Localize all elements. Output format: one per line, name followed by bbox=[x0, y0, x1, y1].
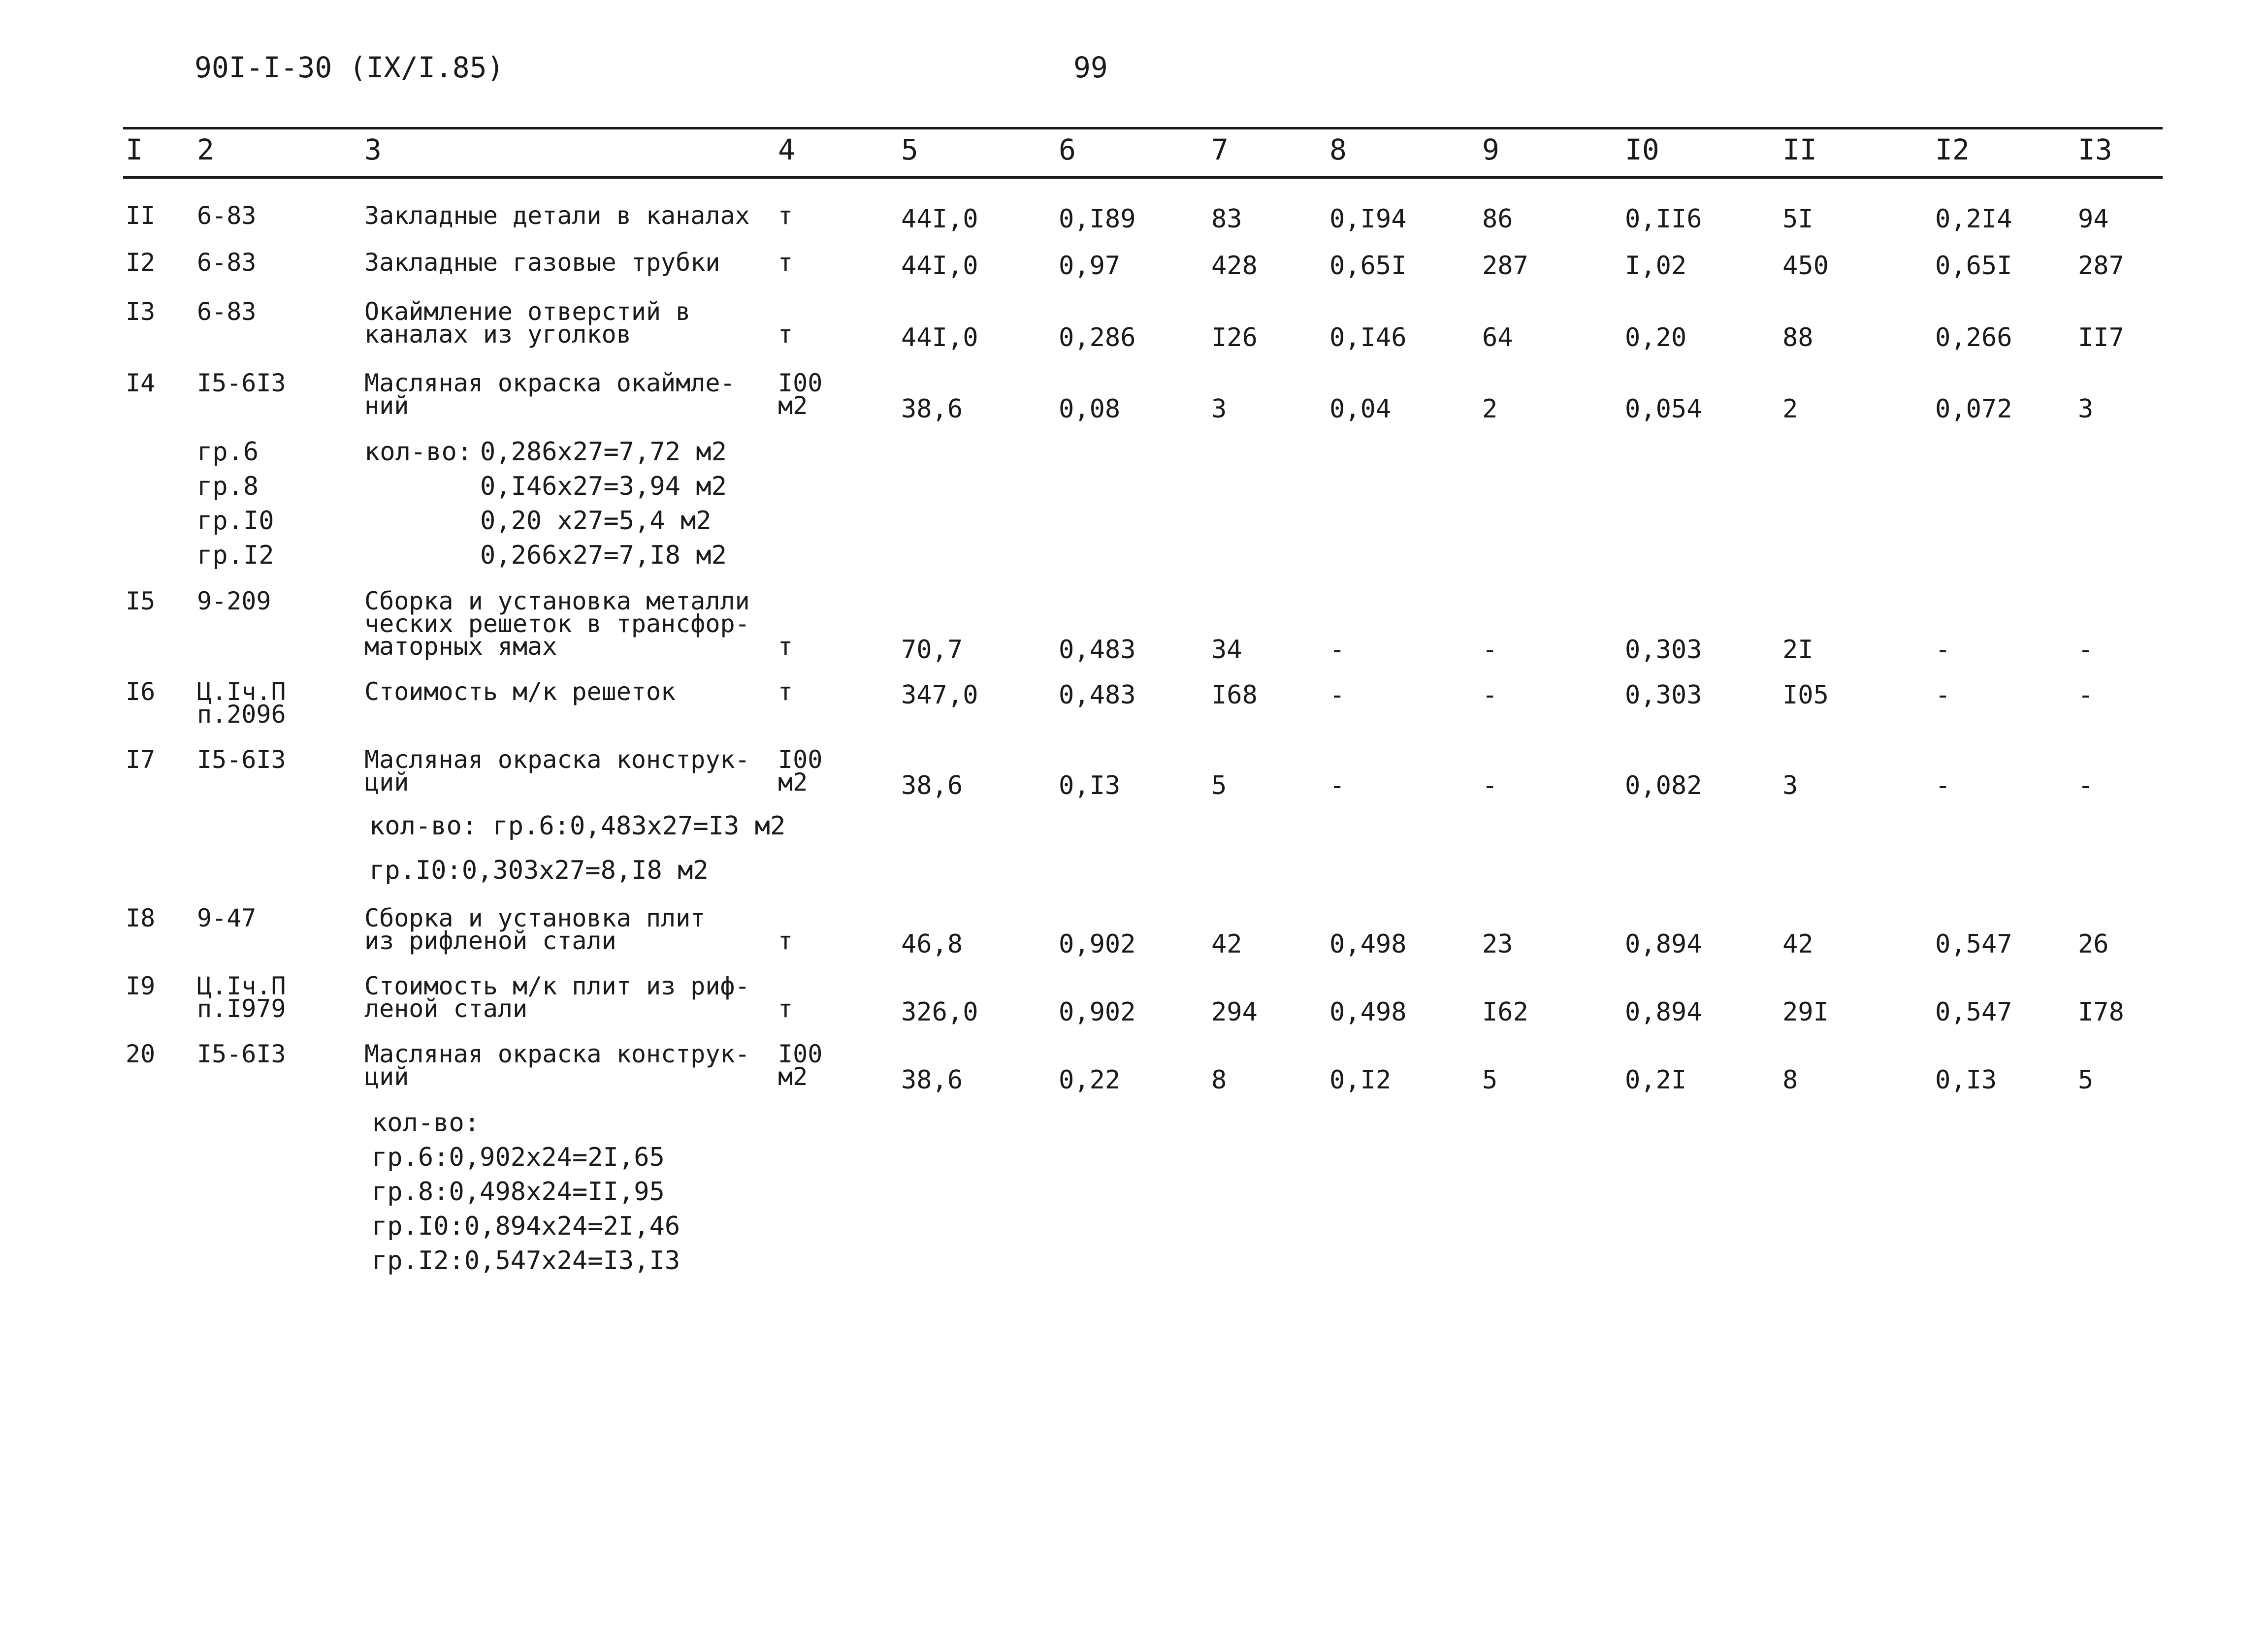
note-quantity-label: кол-во: bbox=[364, 437, 473, 467]
row-unit: т bbox=[778, 201, 793, 230]
row-code: Ц.Iч.П п.2096 bbox=[197, 677, 286, 729]
row-code: 6-83 bbox=[197, 297, 257, 326]
row-description: Масляная окраска окаймле- ний bbox=[364, 369, 735, 420]
row-value: 450 bbox=[1782, 251, 1829, 281]
row-value: 3 bbox=[1211, 394, 1227, 424]
note-group-label: гр.6 bbox=[197, 437, 259, 467]
column-header: I2 bbox=[1935, 133, 1970, 166]
row-value: 26 bbox=[2078, 929, 2109, 959]
row-value: 0,22 bbox=[1059, 1065, 1121, 1095]
row-value: 23 bbox=[1482, 929, 1513, 959]
row-value: I,02 bbox=[1625, 251, 1687, 281]
row-value: 0,498 bbox=[1329, 929, 1407, 959]
row-value: 38,6 bbox=[901, 771, 963, 800]
row-number: I6 bbox=[126, 677, 156, 706]
row-value: 0,I94 bbox=[1329, 204, 1407, 234]
row-value: 0,65I bbox=[1935, 251, 2012, 281]
row-value: 83 bbox=[1211, 204, 1242, 234]
row-value: 0,65I bbox=[1329, 251, 1407, 281]
column-header: 5 bbox=[901, 133, 918, 166]
row-value: 0,082 bbox=[1625, 771, 1702, 800]
row-unit: т bbox=[778, 248, 793, 277]
row-value: I62 bbox=[1482, 997, 1528, 1027]
row-value: 0,072 bbox=[1935, 394, 2012, 424]
row-value: 0,I3 bbox=[1059, 771, 1121, 800]
row-description: Масляная окраска конструк- ций bbox=[364, 1040, 750, 1091]
row-description: Закладные газовые трубки bbox=[364, 248, 720, 277]
row-description: Стоимость м/к решеток bbox=[364, 677, 676, 706]
row-value: 86 bbox=[1482, 204, 1513, 234]
row-number: I9 bbox=[126, 972, 156, 1000]
row-code: I5-6I3 bbox=[197, 745, 286, 774]
row-number: I4 bbox=[126, 369, 156, 397]
row-value: 0,20 bbox=[1625, 323, 1687, 352]
row-value: 428 bbox=[1211, 251, 1258, 281]
row-value: I05 bbox=[1782, 680, 1829, 710]
row-value: 42 bbox=[1782, 929, 1814, 959]
row-number: I5 bbox=[126, 587, 156, 615]
column-header: I bbox=[126, 133, 143, 166]
row-value: 0,II6 bbox=[1625, 204, 1702, 234]
row-value: 44I,0 bbox=[901, 251, 978, 281]
row-unit: т bbox=[778, 994, 793, 1023]
note-calculation: 0,20 х27=5,4 м2 bbox=[480, 506, 712, 536]
row-value: 0,97 bbox=[1059, 251, 1121, 281]
row-value: 0,902 bbox=[1059, 997, 1136, 1027]
row-value: 34 bbox=[1211, 635, 1242, 665]
row-value: - bbox=[1329, 635, 1345, 665]
row-description: Окаймление отверстий в каналах из уголков bbox=[364, 297, 691, 349]
row-number: I7 bbox=[126, 745, 156, 774]
column-header: 6 bbox=[1059, 133, 1076, 166]
row-value: I78 bbox=[2078, 997, 2124, 1027]
note-calculation: гр.8:0,498х24=II,95 bbox=[372, 1177, 665, 1207]
row-value: 0,894 bbox=[1625, 929, 1702, 959]
row-value: 294 bbox=[1211, 997, 1258, 1027]
row-number: II bbox=[126, 201, 156, 230]
row-value: - bbox=[1935, 680, 1951, 710]
row-value: 2I bbox=[1782, 635, 1814, 665]
row-number: I8 bbox=[126, 904, 156, 932]
row-value: 5 bbox=[1211, 771, 1227, 800]
row-value: - bbox=[1329, 680, 1345, 710]
note-calculation: гр.I0:0,303х27=8,I8 м2 bbox=[369, 856, 709, 885]
row-value: - bbox=[2078, 771, 2094, 800]
row-value: 0,483 bbox=[1059, 635, 1136, 665]
row-value: - bbox=[1482, 771, 1498, 800]
row-code: Ц.Iч.П п.I979 bbox=[197, 972, 286, 1023]
row-value: 70,7 bbox=[901, 635, 963, 665]
column-header: 2 bbox=[197, 133, 214, 166]
note-calculation: 0,266х27=7,I8 м2 bbox=[480, 541, 727, 570]
column-header: 4 bbox=[778, 133, 795, 166]
row-value: 94 bbox=[2078, 204, 2109, 234]
note-group-label: гр.8 bbox=[197, 472, 259, 501]
row-value: 287 bbox=[1482, 251, 1528, 281]
row-value: 0,303 bbox=[1625, 680, 1702, 710]
row-number: I3 bbox=[126, 297, 156, 326]
note-calculation: гр.I2:0,547х24=I3,I3 bbox=[372, 1246, 680, 1276]
row-value: 0,2I bbox=[1625, 1065, 1687, 1095]
note-group-label: гр.I2 bbox=[197, 541, 274, 570]
row-value: 88 bbox=[1782, 323, 1814, 352]
row-code: 9-47 bbox=[197, 904, 257, 932]
row-unit: т bbox=[778, 320, 793, 349]
column-header: 8 bbox=[1329, 133, 1347, 166]
row-value: - bbox=[1482, 635, 1498, 665]
row-description: Сборка и установка плит из рифленой стали bbox=[364, 904, 706, 955]
row-unit: т bbox=[778, 632, 793, 661]
row-value: I26 bbox=[1211, 323, 1258, 352]
row-number: I2 bbox=[126, 248, 156, 277]
row-description: Стоимость м/к плит из риф- леной стали bbox=[364, 972, 750, 1023]
row-value: 0,2I4 bbox=[1935, 204, 2012, 234]
row-value: - bbox=[1329, 771, 1345, 800]
row-value: 38,6 bbox=[901, 394, 963, 424]
row-value: 2 bbox=[1782, 394, 1798, 424]
row-code: 6-83 bbox=[197, 248, 257, 277]
note-calculation: 0,I46х27=3,94 м2 bbox=[480, 472, 727, 501]
row-value: 0,894 bbox=[1625, 997, 1702, 1027]
row-unit: I00 м2 bbox=[778, 1040, 823, 1091]
note-calculation: гр.I0:0,894х24=2I,46 bbox=[372, 1212, 680, 1241]
row-value: 5 bbox=[1482, 1065, 1498, 1095]
row-value: 0,054 bbox=[1625, 394, 1702, 424]
row-value: 0,04 bbox=[1329, 394, 1392, 424]
row-unit: т bbox=[778, 926, 793, 955]
row-value: 0,I2 bbox=[1329, 1065, 1392, 1095]
document-code: 90I-I-30 (IX/I.85) bbox=[194, 51, 504, 84]
row-value: 2 bbox=[1482, 394, 1498, 424]
note-calculation: кол-во: гр.6:0,483х27=I3 м2 bbox=[369, 811, 786, 841]
row-value: 0,498 bbox=[1329, 997, 1407, 1027]
row-value: 0,303 bbox=[1625, 635, 1702, 665]
row-code: I5-6I3 bbox=[197, 1040, 286, 1068]
row-value: 0,483 bbox=[1059, 680, 1136, 710]
column-header: 9 bbox=[1482, 133, 1499, 166]
row-value: I68 bbox=[1211, 680, 1258, 710]
header-bottom-rule bbox=[123, 176, 2163, 179]
row-code: 6-83 bbox=[197, 201, 257, 230]
note-calculation: гр.6:0,902х24=2I,65 bbox=[372, 1143, 665, 1172]
row-unit: I00 м2 bbox=[778, 369, 823, 420]
row-value: 287 bbox=[2078, 251, 2124, 281]
row-value: 29I bbox=[1782, 997, 1829, 1027]
row-value: 42 bbox=[1211, 929, 1242, 959]
note-group-label: гр.I0 bbox=[197, 506, 274, 536]
row-unit: I00 м2 bbox=[778, 745, 823, 797]
row-value: 3 bbox=[1782, 771, 1798, 800]
row-description: Сборка и установка металли ческих решеток в трансфор- маторных ямах bbox=[364, 587, 750, 661]
header-top-rule bbox=[123, 127, 2163, 129]
row-value: 0,I89 bbox=[1059, 204, 1136, 234]
row-value: 8 bbox=[1211, 1065, 1227, 1095]
note-calculation: кол-во: bbox=[372, 1108, 480, 1138]
row-value: 44I,0 bbox=[901, 323, 978, 352]
row-value: 46,8 bbox=[901, 929, 963, 959]
row-value: 0,286 bbox=[1059, 323, 1136, 352]
row-unit: т bbox=[778, 677, 793, 706]
note-calculation: 0,286х27=7,72 м2 bbox=[480, 437, 727, 467]
row-value: 38,6 bbox=[901, 1065, 963, 1095]
row-value: - bbox=[2078, 680, 2094, 710]
row-code: I5-6I3 bbox=[197, 369, 286, 397]
page-number: 99 bbox=[1073, 51, 1108, 84]
row-value: 5I bbox=[1782, 204, 1814, 234]
row-value: 0,08 bbox=[1059, 394, 1121, 424]
row-code: 9-209 bbox=[197, 587, 271, 615]
row-value: 3 bbox=[2078, 394, 2094, 424]
column-header: I0 bbox=[1625, 133, 1659, 166]
row-value: 0,I46 bbox=[1329, 323, 1407, 352]
row-value: 5 bbox=[2078, 1065, 2094, 1095]
column-header: 7 bbox=[1211, 133, 1229, 166]
row-value: - bbox=[1935, 635, 1951, 665]
row-value: - bbox=[1935, 771, 1951, 800]
row-value: 326,0 bbox=[901, 997, 978, 1027]
row-value: - bbox=[2078, 635, 2094, 665]
column-header: 3 bbox=[364, 133, 382, 166]
row-value: II7 bbox=[2078, 323, 2124, 352]
column-header: II bbox=[1782, 133, 1817, 166]
row-description: Масляная окраска конструк- ций bbox=[364, 745, 750, 797]
row-value: 8 bbox=[1782, 1065, 1798, 1095]
row-value: 0,547 bbox=[1935, 929, 2012, 959]
row-description: Закладные детали в каналах bbox=[364, 201, 750, 230]
column-header: I3 bbox=[2078, 133, 2112, 166]
row-value: - bbox=[1482, 680, 1498, 710]
row-value: 0,547 bbox=[1935, 997, 2012, 1027]
row-value: 44I,0 bbox=[901, 204, 978, 234]
row-value: 0,266 bbox=[1935, 323, 2012, 352]
row-value: 64 bbox=[1482, 323, 1513, 352]
row-number: 20 bbox=[126, 1040, 156, 1068]
row-value: 347,0 bbox=[901, 680, 978, 710]
row-value: 0,902 bbox=[1059, 929, 1136, 959]
row-value: 0,I3 bbox=[1935, 1065, 1997, 1095]
